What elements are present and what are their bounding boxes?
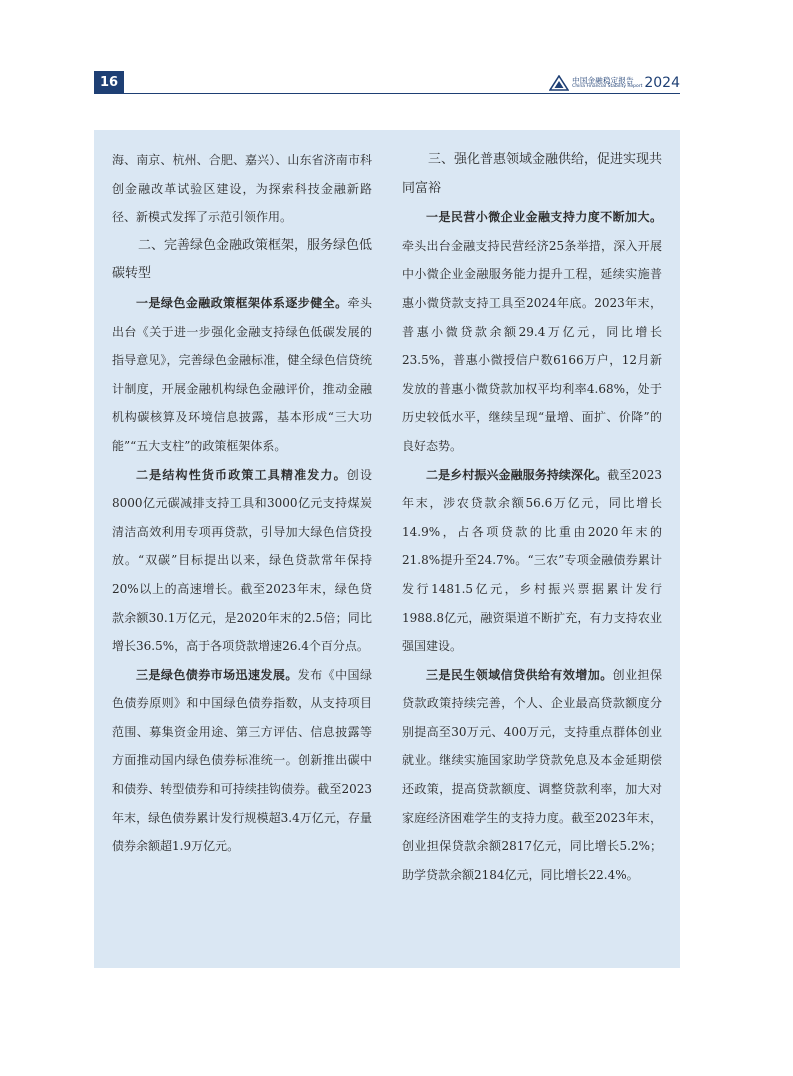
paragraph-continuation: 海、南京、杭州、合肥、嘉兴）、山东省济南市科创金融改革试验区建设，为探索科技金融新路径、新模式发挥了示范引领作用。 — [112, 153, 372, 225]
lead-phrase: 一是绿色金融政策框架体系逐步健全。 — [136, 295, 348, 310]
paragraph-monetary-tools — [112, 461, 372, 661]
paragraph-rural-revitalization — [402, 461, 662, 661]
paragraph-body: 牵头出台金融支持民营经济25条举措，深入开展中小微企业金融服务能力提升工程，延续实施普惠小微贷款支持工具至2024年底。2023年末，普惠小微贷款余额29.4万亿元，同比增长23.5%，普惠小微授信户数6166万户，12月新发放的普惠小微贷款加权平均利率4.68%，处于历史较低水平，继续呈现“量增、面扩、价降”的良好态势。 — [402, 238, 662, 453]
paragraph-body: 截至2023年末，涉农贷款余额56.6万亿元，同比增长14.9%，占各项贷款的比重由2020年末的21.8%提升至24.7%。“三农”专项金融债券累计发行1481.5亿元，乡村振兴票据累计发行1988.8亿元，融资渠道不断扩充，有力支持农业强国建设。 — [402, 467, 662, 654]
triangle-logo-icon — [549, 75, 569, 91]
brand-title-en: China Financial Stability Report — [572, 84, 643, 89]
section-heading-green-finance: 二、完善绿色金融政策框架，服务绿色低碳转型 — [112, 237, 373, 282]
paragraph-green-bonds — [112, 661, 372, 861]
lead-phrase: 三是民生领域信贷供给有效增加。 — [426, 667, 613, 682]
lead-phrase: 二是结构性货币政策工具精准发力。 — [136, 467, 347, 482]
right-column — [402, 146, 662, 889]
brand-title-cn: 中国金融稳定报告 — [572, 75, 634, 85]
paragraph-livelihood-credit — [402, 661, 662, 890]
paragraph-body: 创设8000亿元碳减排支持工具和3000亿元支持煤炭清洁高效利用专项再贷款，引导加大绿色信贷投放。“双碳”目标提出以来，绿色贷款常年保持20%以上的高速增长。截至2023年末，绿色贷款余额30.1万亿元，是2020年末的2.5倍；同比增长36.5%，高于各项贷款增速26.4个百分点。 — [112, 467, 372, 654]
paragraph-body: 创业担保贷款政策持续完善，个人、企业最高贷款额度分别提高至30万元、400万元，支持重点群体创业就业。继续实施国家助学贷款免息及本金延期偿还政策，提高贷款额度、调整贷款利率，加大对家庭经济困难学生的支持力度。截至2023年末，创业担保贷款余额2817亿元，同比增长5.2%；助学贷款余额2184亿元，同比增长22.4%。 — [402, 667, 662, 882]
content-box — [94, 130, 680, 968]
section-heading-inclusive-finance: 三、强化普惠领域金融供给，促进实现共同富裕 — [402, 152, 663, 196]
lead-phrase: 三是绿色债券市场迅速发展。 — [136, 667, 298, 682]
report-brand — [549, 73, 680, 93]
left-column — [112, 146, 372, 861]
brand-text — [572, 77, 642, 90]
lead-phrase: 二是乡村振兴金融服务持续深化。 — [426, 467, 608, 482]
paragraph-green-framework — [112, 289, 372, 461]
lead-phrase: 一是民营小微企业金融支持力度不断加大。 — [426, 210, 662, 225]
paragraph-body: 发布《中国绿色债券原则》和中国绿色债券指数，从支持项目范围、募集资金用途、第三方评估、信息披露等方面推动国内绿色债券标准统一。创新推出碳中和债券、转型债券和可持续挂钩债券。截至2023年末，绿色债券累计发行规模超3.4万亿元，存量债券余额超1.9万亿元。 — [112, 667, 372, 854]
paragraph-small-business — [402, 203, 662, 460]
paragraph-body: 牵头出台《关于进一步强化金融支持绿色低碳发展的指导意见》，完善绿色金融标准，健全绿色信贷统计制度，开展金融机构绿色金融评价，推动金融机构碳核算及环境信息披露，基本形成“三大功能”“五大支柱”的政策框架体系。 — [112, 295, 372, 453]
header-rule — [124, 93, 680, 94]
page-number: 16 — [94, 71, 124, 94]
brand-year: 2024 — [644, 75, 680, 91]
